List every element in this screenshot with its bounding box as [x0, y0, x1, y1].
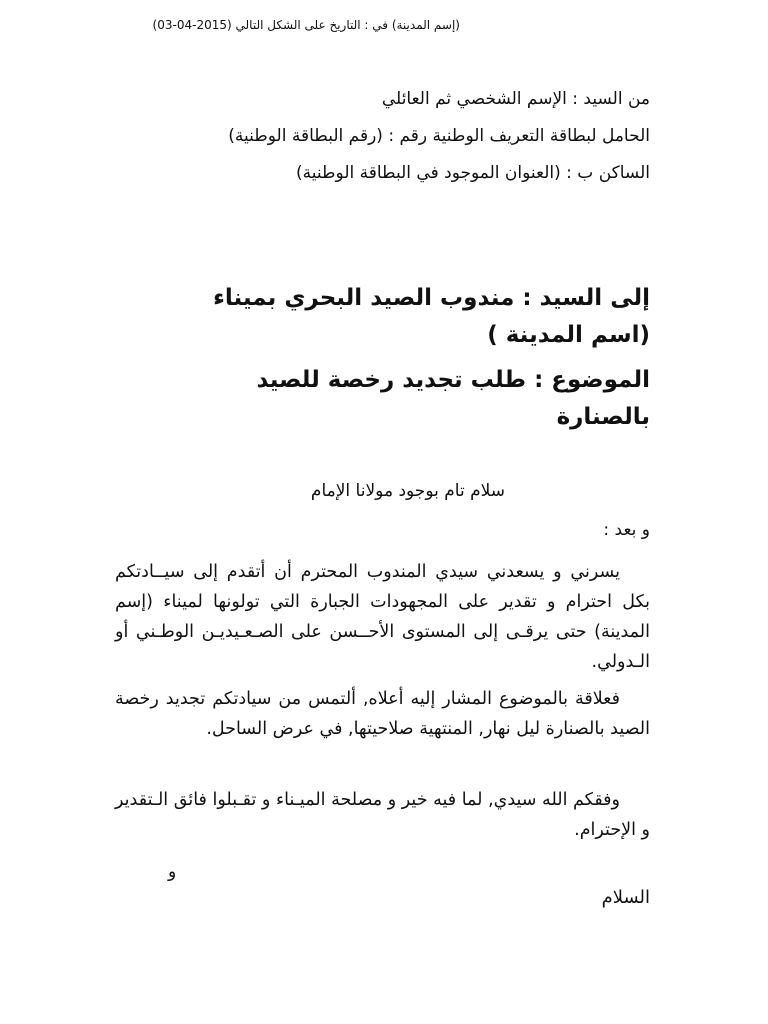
- recipient-heading: إلى السيد : مندوب الصيد البحري بميناء (اسم المدينة ): [213, 285, 650, 348]
- closing-salutation: السلام: [601, 887, 650, 908]
- greeting-line: سلام تام بوجود مولانا الإمام: [310, 481, 505, 501]
- sender-id-line: الحامل لبطاقة التعريف الوطنية رقم : (رقم البطاقة الوطنية): [228, 126, 650, 146]
- sender-address-line: الساكن ب : (العنوان الموجود في البطاقة الوطنية): [296, 163, 650, 183]
- body-paragraph-2: فعلاقة بالموضوع المشار إليه أعلاه, ألتمس من سيادتكم تجديد رخصة الصيد بالصنارة ليل نهار, المنتهية صلاحيتها, في عرض الساحل.: [115, 689, 650, 739]
- sender-name-line: من السيد : الإسم الشخصي ثم العائلي: [381, 89, 650, 109]
- sender-block: [110, 86, 650, 197]
- body-paragraph-1: يسرني و يسعدني سيدي المندوب المحترم أن أتقدم إلى سيــادتكم بكل احترام و تقدير على المجهودات الجبارة التي تولونها لميناء (إسم المدينة) حتى يرقـى إلى المستوى الأحــسن على الصـعـيديـن الوطـني أو الـدولي.: [115, 562, 650, 672]
- date-line: (إسم المدينة) في : التاريخ على الشكل التالي (2015-04-03): [152, 18, 460, 32]
- after-greeting: و بعد :: [603, 520, 650, 540]
- body-paragraph-3: وفقكم الله سيدي, لما فيه خير و مصلحة الميـناء و تقـبلوا فائق الـتقدير و الإحترام.: [115, 790, 650, 840]
- subject-heading: الموضوع : طلب تجديد رخصة للصيد بالصنارة: [256, 367, 650, 430]
- closing-conjunction: و: [168, 862, 177, 882]
